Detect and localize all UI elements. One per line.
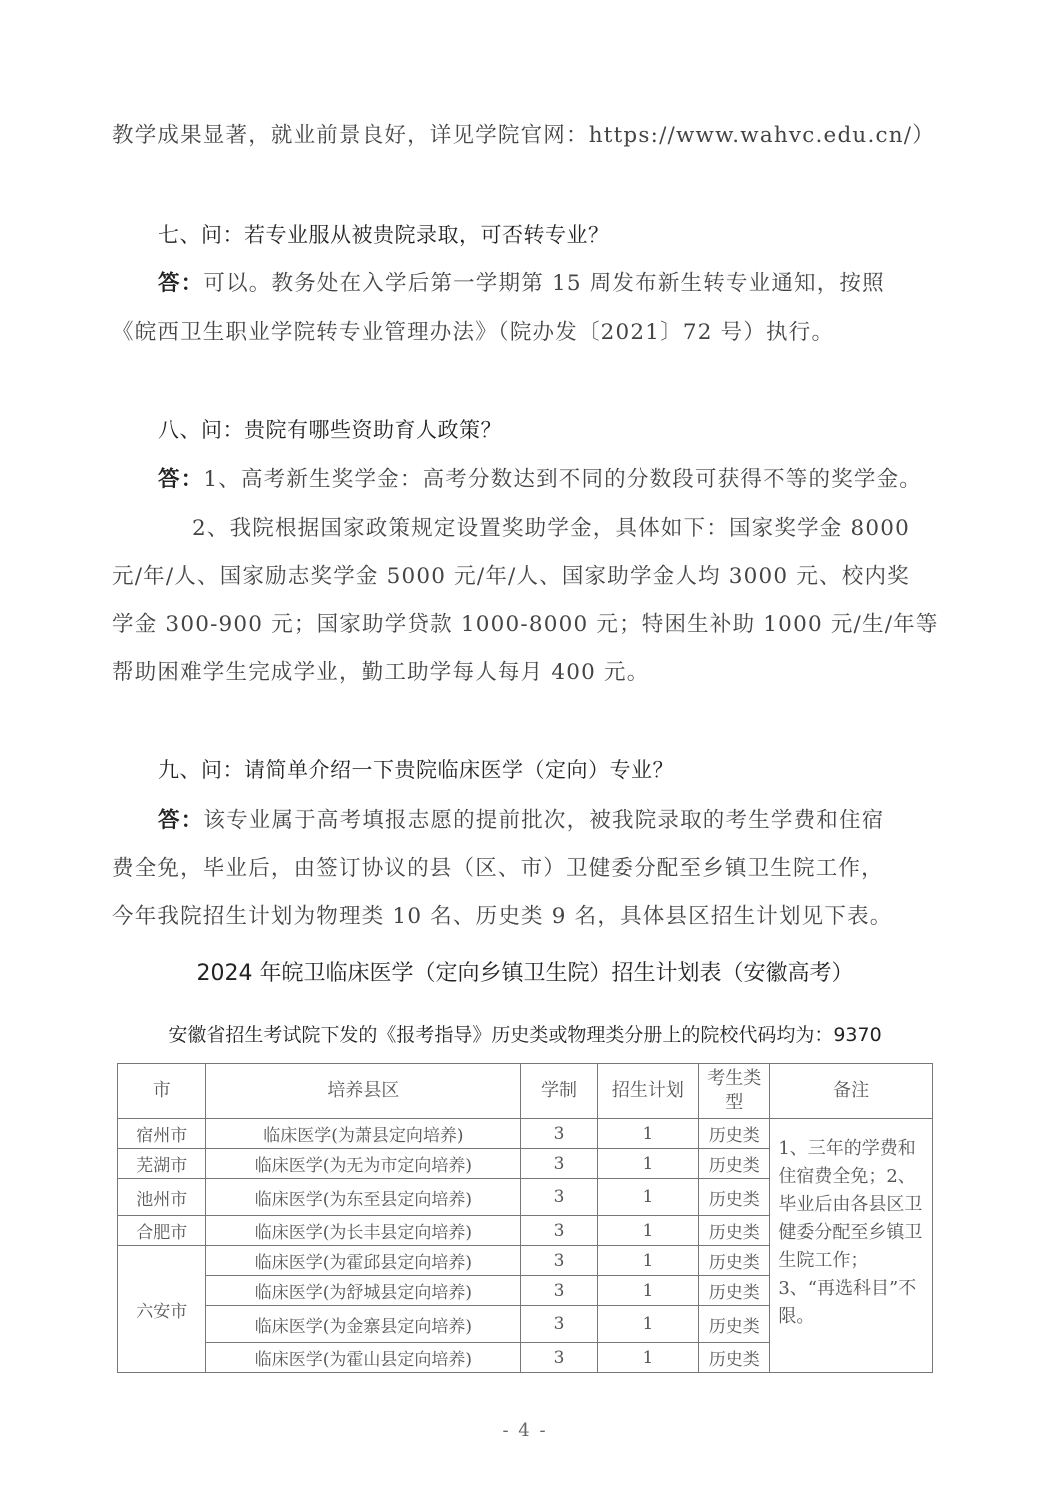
cell-years: 3	[521, 1306, 597, 1343]
answer-7-line-1	[158, 266, 885, 297]
header-note: 备注	[770, 1064, 933, 1119]
table-row	[118, 1119, 933, 1149]
table-title: 2024 年皖卫临床医学（定向乡镇卫生院）招生计划表（安徽高考）	[196, 961, 854, 986]
cell-type: 历史类	[699, 1216, 770, 1246]
cell-plan: 1	[597, 1119, 699, 1149]
cell-city: 宿州市	[118, 1119, 206, 1149]
answer-text: 1、高考新生奖学金：高考分数达到不同的分数段可获得不等的奖学金。	[203, 467, 922, 492]
answer-text: 该专业属于高考填报志愿的提前批次，被我院录取的考生学费和住宿	[203, 808, 885, 833]
header-years: 学制	[521, 1064, 597, 1119]
table-header-row	[118, 1064, 933, 1119]
answer-9-line-1	[158, 803, 884, 834]
cell-type: 历史类	[699, 1276, 770, 1306]
header-city: 市	[118, 1064, 206, 1119]
answer-7-line-2: 《皖西卫生职业学院转专业管理办法》（院办发〔2021〕72 号）执行。	[112, 320, 835, 345]
answer-8-line-1	[158, 462, 922, 493]
cell-plan: 1	[597, 1216, 699, 1246]
question-8: 八、问：贵院有哪些资助育人政策？	[158, 418, 502, 442]
intro-line: 教学成果显著，就业前景良好，详见学院官网：https://www.wahvc.edu.cn/）	[112, 123, 935, 148]
cell-program: 临床医学(为舒城县定向培养)	[206, 1276, 521, 1306]
cell-years: 3	[521, 1276, 597, 1306]
header-type: 考生类型	[699, 1064, 770, 1119]
cell-type: 历史类	[699, 1149, 770, 1179]
answer-9-line-3: 今年我院招生计划为物理类 10 名、历史类 9 名，具体县区招生计划见下表。	[112, 904, 893, 929]
cell-type: 历史类	[699, 1119, 770, 1149]
cell-plan: 1	[597, 1276, 699, 1306]
question-7: 七、问：若专业服从被贵院录取，可否转专业？	[158, 223, 610, 247]
cell-program: 临床医学(为长丰县定向培养)	[206, 1216, 521, 1246]
cell-city: 芜湖市	[118, 1149, 206, 1179]
cell-note: 1、三年的学费和住宿费全免；2、毕业后由各县区卫健委分配至乡镇卫生院工作；3、“再选科目”不限。	[770, 1119, 933, 1373]
answer-text: 可以。教务处在入学后第一学期第 15 周发布新生转专业通知，按照	[203, 271, 885, 296]
cell-years: 3	[521, 1343, 597, 1373]
answer-prefix: 答：	[158, 808, 204, 833]
header-plan: 招生计划	[597, 1064, 699, 1119]
cell-type: 历史类	[699, 1179, 770, 1216]
cell-program: 临床医学(为金寨县定向培养)	[206, 1306, 521, 1343]
cell-plan: 1	[597, 1149, 699, 1179]
cell-program: 临床医学(为霍邱县定向培养)	[206, 1246, 521, 1276]
cell-plan: 1	[597, 1306, 699, 1343]
cell-program: 临床医学(为东至县定向培养)	[206, 1179, 521, 1216]
enrollment-plan-table	[117, 1063, 933, 1373]
cell-program: 临床医学(为霍山县定向培养)	[206, 1343, 521, 1373]
cell-city: 合肥市	[118, 1216, 206, 1246]
cell-program: 临床医学(为无为市定向培养)	[206, 1149, 521, 1179]
question-9: 九、问：请简单介绍一下贵院临床医学（定向）专业？	[158, 758, 674, 782]
cell-city: 六安市	[118, 1246, 206, 1373]
header-program: 培养县区	[206, 1064, 521, 1119]
cell-program: 临床医学(为萧县定向培养)	[206, 1119, 521, 1149]
cell-years: 3	[521, 1216, 597, 1246]
cell-type: 历史类	[699, 1343, 770, 1373]
cell-type: 历史类	[699, 1246, 770, 1276]
answer-9-line-2: 费全免，毕业后，由签订协议的县（区、市）卫健委分配至乡镇卫生院工作，	[112, 856, 884, 881]
answer-8-line-5: 帮助困难学生完成学业，勤工助学每人每月 400 元。	[112, 660, 650, 685]
cell-plan: 1	[597, 1246, 699, 1276]
cell-plan: 1	[597, 1179, 699, 1216]
answer-8-line-3: 元/年/人、国家励志奖学金 5000 元/年/人、国家助学金人均 3000 元、校内奖	[112, 564, 910, 589]
table-subtitle: 安徽省招生考试院下发的《报考指导》历史类或物理类分册上的院校代码均为：9370	[168, 1024, 882, 1046]
cell-years: 3	[521, 1149, 597, 1179]
answer-8-line-4: 学金 300-900 元；国家助学贷款 1000-8000 元；特困生补助 1000 元/生/年等	[112, 612, 939, 637]
cell-years: 3	[521, 1119, 597, 1149]
answer-8-line-2: 2、我院根据国家政策规定设置奖助学金，具体如下：国家奖学金 8000	[192, 516, 911, 541]
cell-city: 池州市	[118, 1179, 206, 1216]
page-number: - 4 -	[502, 1420, 548, 1441]
answer-prefix: 答：	[158, 467, 204, 492]
cell-years: 3	[521, 1179, 597, 1216]
cell-years: 3	[521, 1246, 597, 1276]
answer-prefix: 答：	[158, 271, 204, 296]
cell-plan: 1	[597, 1343, 699, 1373]
cell-type: 历史类	[699, 1306, 770, 1343]
